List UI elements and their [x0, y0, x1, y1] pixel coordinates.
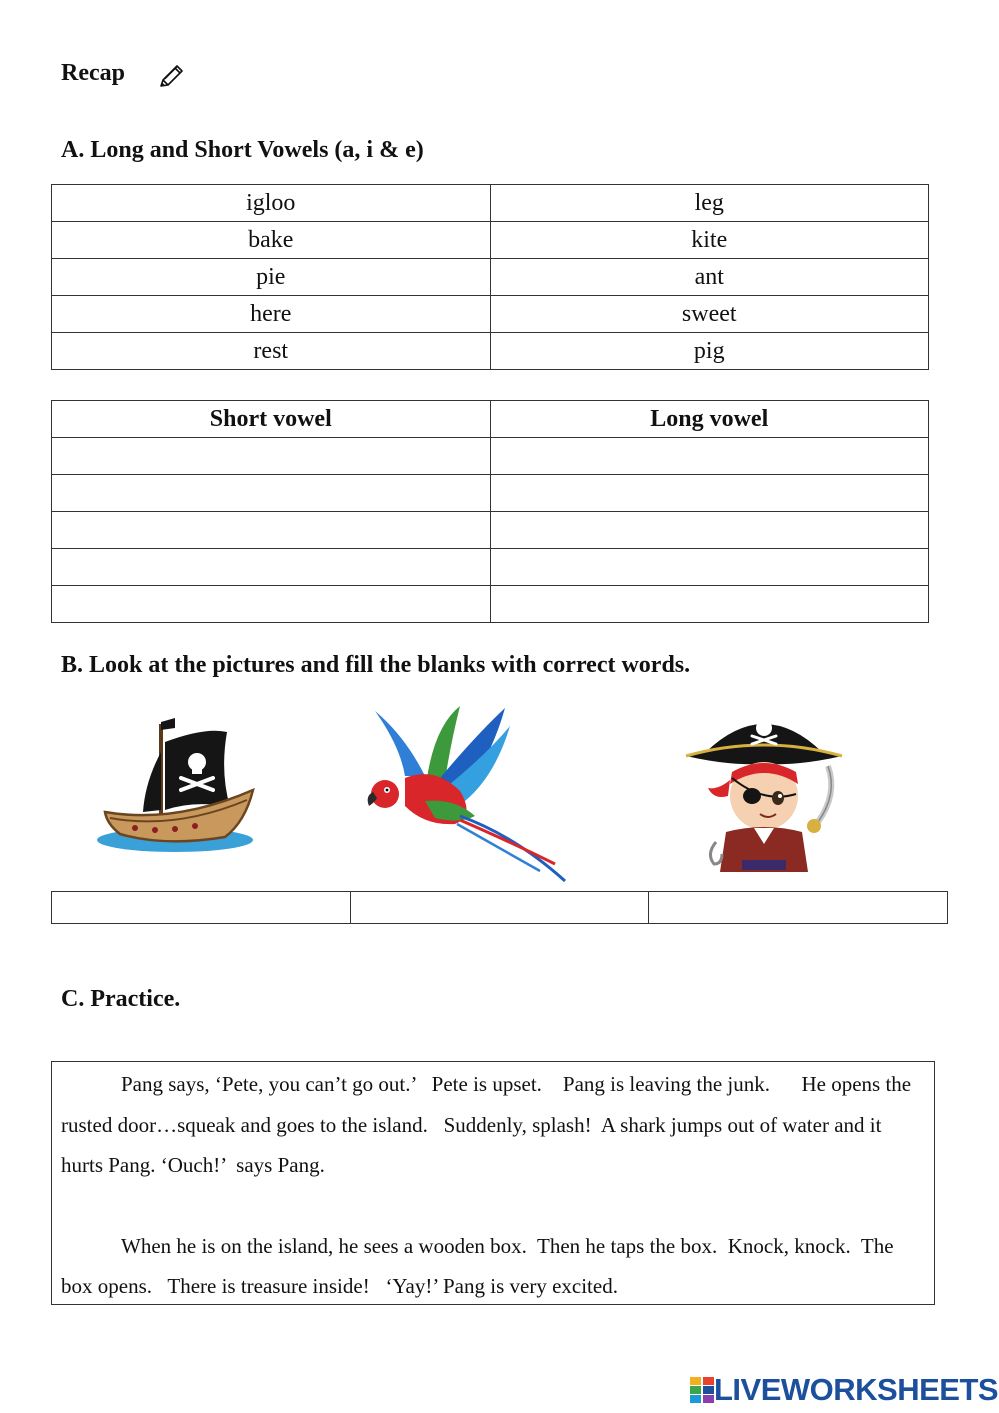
table-row [52, 475, 929, 512]
word-cell: kite [490, 222, 929, 259]
table-row [52, 222, 929, 259]
vowel-sort-table [51, 400, 929, 623]
word-cell: here [52, 296, 491, 333]
ship-answer-field[interactable] [52, 892, 351, 924]
short-vowel-answer-field[interactable] [52, 586, 491, 623]
short-vowel-answer-field[interactable] [52, 475, 491, 512]
word-cell: bake [52, 222, 491, 259]
logo-blocks-icon [690, 1377, 714, 1403]
long-vowel-answer-field[interactable] [490, 512, 929, 549]
short-vowel-answer-field[interactable] [52, 438, 491, 475]
parrot-image [365, 706, 575, 884]
word-cell: igloo [52, 185, 491, 222]
word-table [51, 184, 929, 370]
practice-passage-box [51, 1061, 935, 1305]
long-vowel-answer-field[interactable] [490, 475, 929, 512]
pirate-image [678, 704, 850, 882]
logo-text: LIVEWORKSHEETS [714, 1372, 999, 1407]
recap-title: Recap [61, 60, 125, 86]
passage-paragraph: Pang says, ‘Pete, you can’t go out.’ Pete is upset. Pang is leaving the junk. He opens the rusted door…squeak and goes to the island. Suddenly, splash! A shark jumps out of water and it hurts Pang. ‘Ouch!’ says Pang. [61, 1072, 917, 1177]
pirate-ship-image [95, 712, 260, 857]
table-header-row [52, 401, 929, 438]
long-vowel-answer-field[interactable] [490, 549, 929, 586]
long-vowel-answer-field[interactable] [490, 438, 929, 475]
word-cell: sweet [490, 296, 929, 333]
table-row [52, 185, 929, 222]
section-c-title: C. Practice. [61, 986, 181, 1012]
table-row [52, 512, 929, 549]
table-row [52, 549, 929, 586]
section-b-title: B. Look at the pictures and fill the blanks with correct words. [61, 652, 691, 678]
pencil-icon [158, 63, 186, 89]
table-row [52, 892, 948, 924]
long-vowel-header: Long vowel [490, 401, 929, 438]
liveworksheets-logo [690, 1372, 998, 1408]
passage-paragraph: When he is on the island, he sees a wooden box. Then he taps the box. Knock, knock. The box opens. There is treasure inside! ‘Yay!’ Pang is very excited. [61, 1233, 899, 1298]
parrot-answer-field[interactable] [350, 892, 649, 924]
short-vowel-answer-field[interactable] [52, 512, 491, 549]
table-row [52, 586, 929, 623]
word-cell: pie [52, 259, 491, 296]
word-cell: leg [490, 185, 929, 222]
word-cell: ant [490, 259, 929, 296]
table-row [52, 333, 929, 370]
table-row [52, 438, 929, 475]
picture-answer-table [51, 891, 948, 924]
table-row [52, 296, 929, 333]
pirate-answer-field[interactable] [649, 892, 948, 924]
word-cell: rest [52, 333, 491, 370]
table-row [52, 259, 929, 296]
word-cell: pig [490, 333, 929, 370]
short-vowel-answer-field[interactable] [52, 549, 491, 586]
long-vowel-answer-field[interactable] [490, 586, 929, 623]
section-a-title: A. Long and Short Vowels (a, i & e) [61, 137, 424, 163]
short-vowel-header: Short vowel [52, 401, 491, 438]
